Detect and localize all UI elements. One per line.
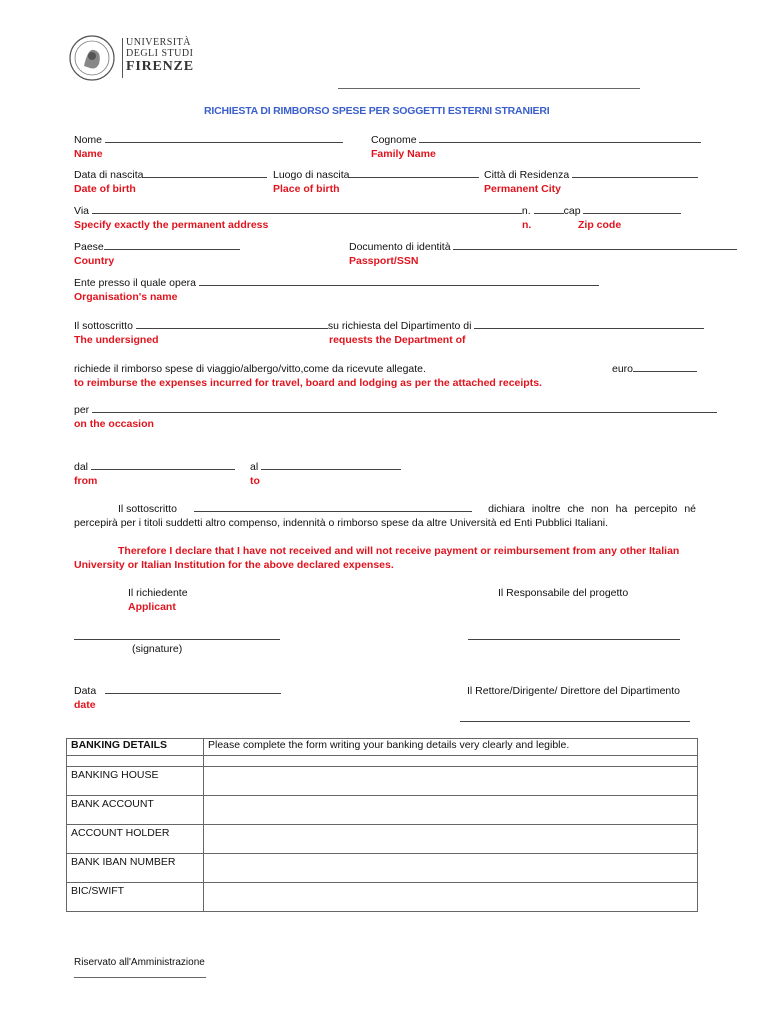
ente-label-en: Organisation's name <box>74 291 178 303</box>
dal-field[interactable] <box>91 468 235 470</box>
dipartimento-field[interactable] <box>474 327 704 329</box>
protocol-line <box>338 88 640 89</box>
via-field[interactable] <box>92 212 522 214</box>
declaration-en-line2: University or Italian Institution for the above declared expenses. <box>74 559 394 571</box>
logo-line3: FIRENZE <box>126 59 194 74</box>
data-field[interactable] <box>105 692 281 694</box>
richiedente-label: Il richiedente <box>128 587 188 599</box>
bank-row-label: BANK ACCOUNT <box>67 796 204 825</box>
seal-icon <box>68 34 116 82</box>
al-field[interactable] <box>261 468 401 470</box>
logo-divider <box>122 38 123 78</box>
documento-field[interactable] <box>453 248 737 250</box>
documento-label-en: Passport/SSN <box>349 255 419 267</box>
banking-table <box>66 738 698 912</box>
data-label-en: date <box>74 699 96 711</box>
citta-label-en: Permanent City <box>484 183 562 195</box>
bank-row-label: BANKING HOUSE <box>67 767 204 796</box>
paese-label-en: Country <box>74 255 115 267</box>
cognome-field[interactable] <box>419 141 701 143</box>
euro-label: euro <box>612 363 634 375</box>
bank-account-field[interactable] <box>204 796 698 825</box>
numero-field[interactable] <box>534 212 564 214</box>
per-label: per <box>74 404 90 416</box>
dal-label-en: from <box>74 475 98 487</box>
cap-label: cap <box>563 205 581 217</box>
al-label: al <box>250 461 259 473</box>
citta-field[interactable] <box>572 176 698 178</box>
banking-header: BANKING DETAILS <box>67 739 204 756</box>
documento-label: Documento di identità <box>349 241 451 253</box>
paese-label: Paese <box>74 241 104 253</box>
paese-field[interactable] <box>104 248 240 250</box>
logo-line1: UNIVERSITÀ <box>126 37 191 48</box>
declaration-suffix: dichiara inoltre che non ha percepito né <box>488 503 696 515</box>
bank-row-label: BANK IBAN NUMBER <box>67 854 204 883</box>
cognome-label-en: Family Name <box>371 148 436 160</box>
ente-field[interactable] <box>199 284 599 286</box>
al-label-en: to <box>250 475 260 487</box>
dipartimento-label-en: requests the Department of <box>329 334 466 346</box>
per-field[interactable] <box>92 411 717 413</box>
data-nascita-label: Data di nascita <box>74 169 144 181</box>
nome-field[interactable] <box>105 141 343 143</box>
bic-swift-field[interactable] <box>204 883 698 912</box>
euro-field[interactable] <box>633 370 697 372</box>
cognome-label: Cognome <box>371 134 417 146</box>
luogo-nascita-label-en: Place of birth <box>273 183 340 195</box>
banking-house-field[interactable] <box>204 767 698 796</box>
nome-label: Nome <box>74 134 103 146</box>
iban-field[interactable] <box>204 854 698 883</box>
responsabile-signature-line[interactable] <box>468 639 680 640</box>
declaration-name-field[interactable] <box>194 510 472 512</box>
cap-label-en: Zip code <box>578 219 622 231</box>
sottoscritto-label: Il sottoscritto <box>74 320 133 332</box>
applicant-signature-line[interactable] <box>74 639 280 640</box>
responsabile-label: Il Responsabile del progetto <box>498 587 629 599</box>
riservato-line <box>74 977 206 978</box>
dal-label: dal <box>74 461 89 473</box>
citta-label: Città di Residenza <box>484 169 570 181</box>
rettore-label: Il Rettore/Dirigente/ Direttore del Dipartimento <box>467 685 681 697</box>
luogo-nascita-label: Luogo di nascita <box>273 169 350 181</box>
declaration-it-line2: percepirà per i titoli suddetti altro compenso, indennità o rimborso spese da altre Università ed Enti Pubblici Italiani. <box>74 517 609 529</box>
per-label-en: on the occasion <box>74 418 154 430</box>
declaration-prefix: Il sottoscritto <box>118 503 177 515</box>
cap-field[interactable] <box>583 212 681 214</box>
ente-label: Ente presso il quale opera <box>74 277 196 289</box>
dipartimento-label: su richiesta del Dipartimento di <box>327 320 472 332</box>
rettore-signature-line[interactable] <box>460 721 690 722</box>
bank-row-label: ACCOUNT HOLDER <box>67 825 204 854</box>
bank-row-label: BIC/SWIFT <box>67 883 204 912</box>
page-title: RICHIESTA DI RIMBORSO SPESE PER SOGGETTI ESTERNI STRANIERI <box>204 105 550 117</box>
declaration-en-line1: Therefore I declare that I have not received and will not receive payment or reimbursement from any other Italian <box>118 545 680 557</box>
data-nascita-field[interactable] <box>143 176 267 178</box>
sottoscritto-label-en: The undersigned <box>74 334 159 346</box>
via-label-en: Specify exactly the permanent address <box>74 219 269 231</box>
data-nascita-label-en: Date of birth <box>74 183 136 195</box>
spacer-cell <box>67 756 204 767</box>
signature-caption: (signature) <box>132 643 183 655</box>
riservato-label: Riservato all'Amministrazione <box>74 957 205 968</box>
banking-instructions: Please complete the form writing your banking details very clearly and legible. <box>204 739 698 756</box>
logo-line2: DEGLI STUDI <box>126 48 194 59</box>
richiede-label-en: to reimburse the expenses incurred for travel, board and lodging as per the attached receipts. <box>74 377 542 389</box>
luogo-nascita-field[interactable] <box>349 176 479 178</box>
account-holder-field[interactable] <box>204 825 698 854</box>
numero-label-en: n. <box>522 219 532 231</box>
richiede-label: richiede il rimborso spese di viaggio/albergo/vitto,come da ricevute allegate. <box>74 363 426 375</box>
data-label: Data <box>74 685 97 697</box>
richiedente-label-en: Applicant <box>128 601 176 613</box>
nome-label-en: Name <box>74 148 103 160</box>
spacer-cell <box>204 756 698 767</box>
via-label: Via <box>74 205 89 217</box>
numero-label: n. <box>521 205 531 217</box>
sottoscritto-field[interactable] <box>136 327 328 329</box>
